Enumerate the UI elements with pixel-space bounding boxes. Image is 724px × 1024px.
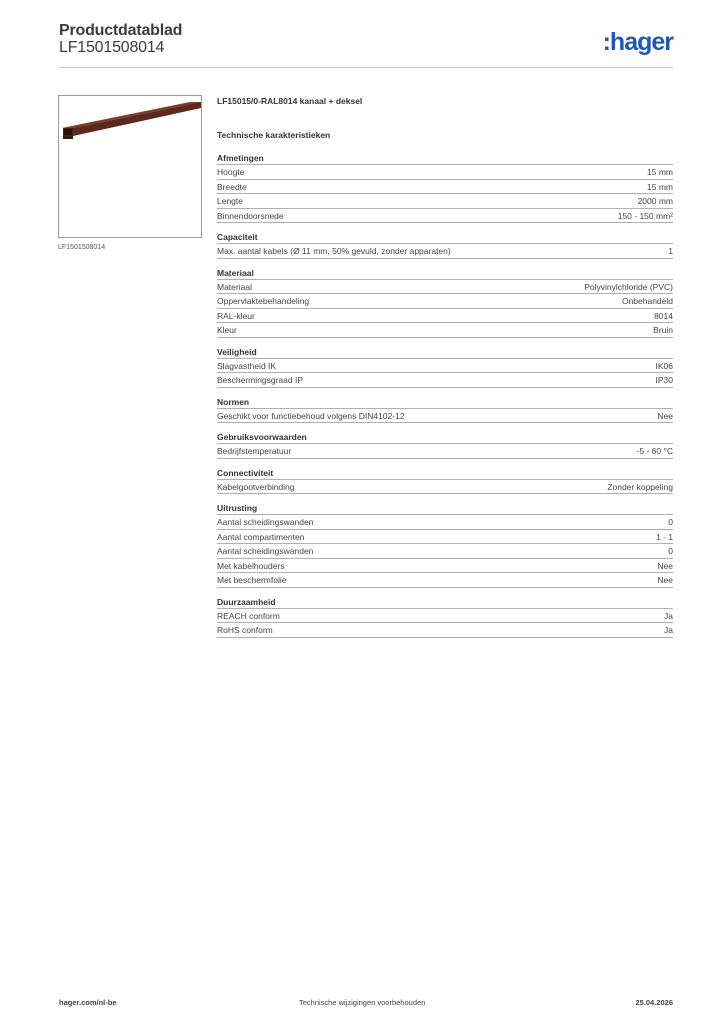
spec-label: Slagvastheid IK (217, 360, 277, 371)
spec-row (217, 194, 673, 209)
spec-row (217, 515, 673, 530)
footer-date: 25.04.2026 (635, 998, 673, 1007)
spec-label: Kabelgootverbinding (217, 481, 295, 492)
spec-label: Beschermingsgraad IP (217, 375, 303, 385)
spec-group-title: Afmetingen (217, 153, 673, 165)
spec-value: Polyvinylchloride (PVC) (584, 281, 673, 292)
spec-group-title: Connectiviteit (217, 468, 673, 480)
spec-value: IK06 (655, 360, 673, 371)
spec-group-title: Normen (217, 397, 673, 409)
spec-label: Aantal compartimenten (217, 531, 305, 542)
spec-row (217, 544, 673, 559)
spec-row (217, 323, 673, 338)
spec-row (217, 244, 673, 259)
spec-value: 0 (668, 517, 673, 527)
document-title: Productdatablad (59, 22, 183, 39)
spec-group (217, 153, 673, 223)
spec-value: 15 mm (647, 181, 673, 192)
spec-label: REACH conform (217, 610, 280, 621)
spec-row (217, 609, 673, 624)
spec-value: 15 mm (647, 167, 673, 177)
spec-row (217, 209, 673, 224)
spec-label: Hoogte (217, 167, 245, 177)
spec-row (217, 573, 673, 588)
spec-label: Met beschermfolie (217, 575, 287, 585)
spec-value: -5 - 60 °C (636, 446, 673, 456)
spec-row (217, 359, 673, 374)
spec-label: Aantal scheidingswanden (217, 546, 314, 556)
spec-value: Ja (664, 625, 673, 635)
spec-group (217, 468, 673, 495)
spec-group-title: Capaciteit (217, 232, 673, 244)
spec-group-title: Veiligheid (217, 347, 673, 359)
product-name: LF15015/0-RAL8014 kanaal + deksel (217, 96, 363, 106)
spec-row (217, 294, 673, 309)
section-heading: Technische karakteristieken (217, 130, 331, 140)
spec-row (217, 309, 673, 324)
spec-label: Bedrijfstemperatuur (217, 446, 292, 456)
spec-group (217, 268, 673, 338)
spec-value: Nee (657, 575, 673, 585)
spec-row (217, 180, 673, 195)
spec-value: Ja (664, 610, 673, 621)
spec-value: Nee (657, 560, 673, 571)
footer-notice: Technische wijzigingen voorbehouden (299, 998, 426, 1007)
spec-group (217, 232, 673, 259)
spec-value: 1 - 1 (655, 531, 673, 542)
page-header (59, 22, 673, 68)
spec-value: Nee (657, 410, 673, 421)
spec-value: 8014 (654, 310, 673, 321)
spec-group (217, 397, 673, 424)
spec-label: Met kabelhouders (217, 560, 285, 571)
spec-value: 2000 mm (637, 196, 673, 206)
spec-row (217, 373, 673, 388)
image-caption: LF1501508014 (58, 244, 106, 251)
spec-value: 150 - 150 mm² (617, 210, 673, 221)
spec-label: Kleur (217, 325, 237, 335)
spec-group (217, 597, 673, 638)
spec-label: Breedte (217, 181, 247, 192)
footer-website[interactable]: hager.com/nl-be (59, 998, 117, 1007)
spec-label: RAL-kleur (217, 310, 255, 321)
hager-logo: :hager (602, 28, 673, 56)
spec-group-title: Uitrusting (217, 503, 673, 515)
product-image (58, 95, 202, 238)
spec-group (217, 432, 673, 459)
spec-value: Bruin (653, 325, 673, 335)
spec-value: 1 (668, 246, 673, 256)
spec-group-title: Materiaal (217, 268, 673, 280)
spec-row (217, 444, 673, 459)
spec-row (217, 559, 673, 574)
spec-groups (217, 153, 673, 638)
spec-group (217, 503, 673, 588)
spec-value: Zonder koppeling (607, 481, 673, 492)
spec-label: Aantal scheidingswanden (217, 517, 314, 527)
spec-value: Onbehandeld (621, 296, 673, 306)
spec-value: 0 (668, 546, 673, 556)
spec-label: Geschikt voor functiebehoud volgens DIN4102-12 (217, 410, 405, 421)
spec-label: RoHS conform (217, 625, 273, 635)
spec-label: Oppervlaktebehandeling (217, 296, 310, 306)
spec-row (217, 530, 673, 545)
spec-label: Binnendoorsnede (217, 210, 284, 221)
spec-group-title: Duurzaamheid (217, 597, 673, 609)
spec-label: Materiaal (217, 281, 252, 292)
spec-group (217, 347, 673, 388)
spec-row (217, 480, 673, 495)
product-code: LF1501508014 (59, 39, 165, 56)
spec-row (217, 623, 673, 638)
spec-group-title: Gebruiksvoorwaarden (217, 432, 673, 444)
spec-label: Max. aantal kabels (Ø 11 mm, 50% gevuld, zonder apparaten) (217, 246, 451, 256)
spec-row (217, 165, 673, 180)
spec-row (217, 409, 673, 424)
cable-duct-icon (59, 96, 202, 238)
specifications (217, 96, 673, 638)
spec-row (217, 280, 673, 295)
spec-label: Lengte (217, 196, 243, 206)
spec-value: IP30 (655, 375, 673, 385)
